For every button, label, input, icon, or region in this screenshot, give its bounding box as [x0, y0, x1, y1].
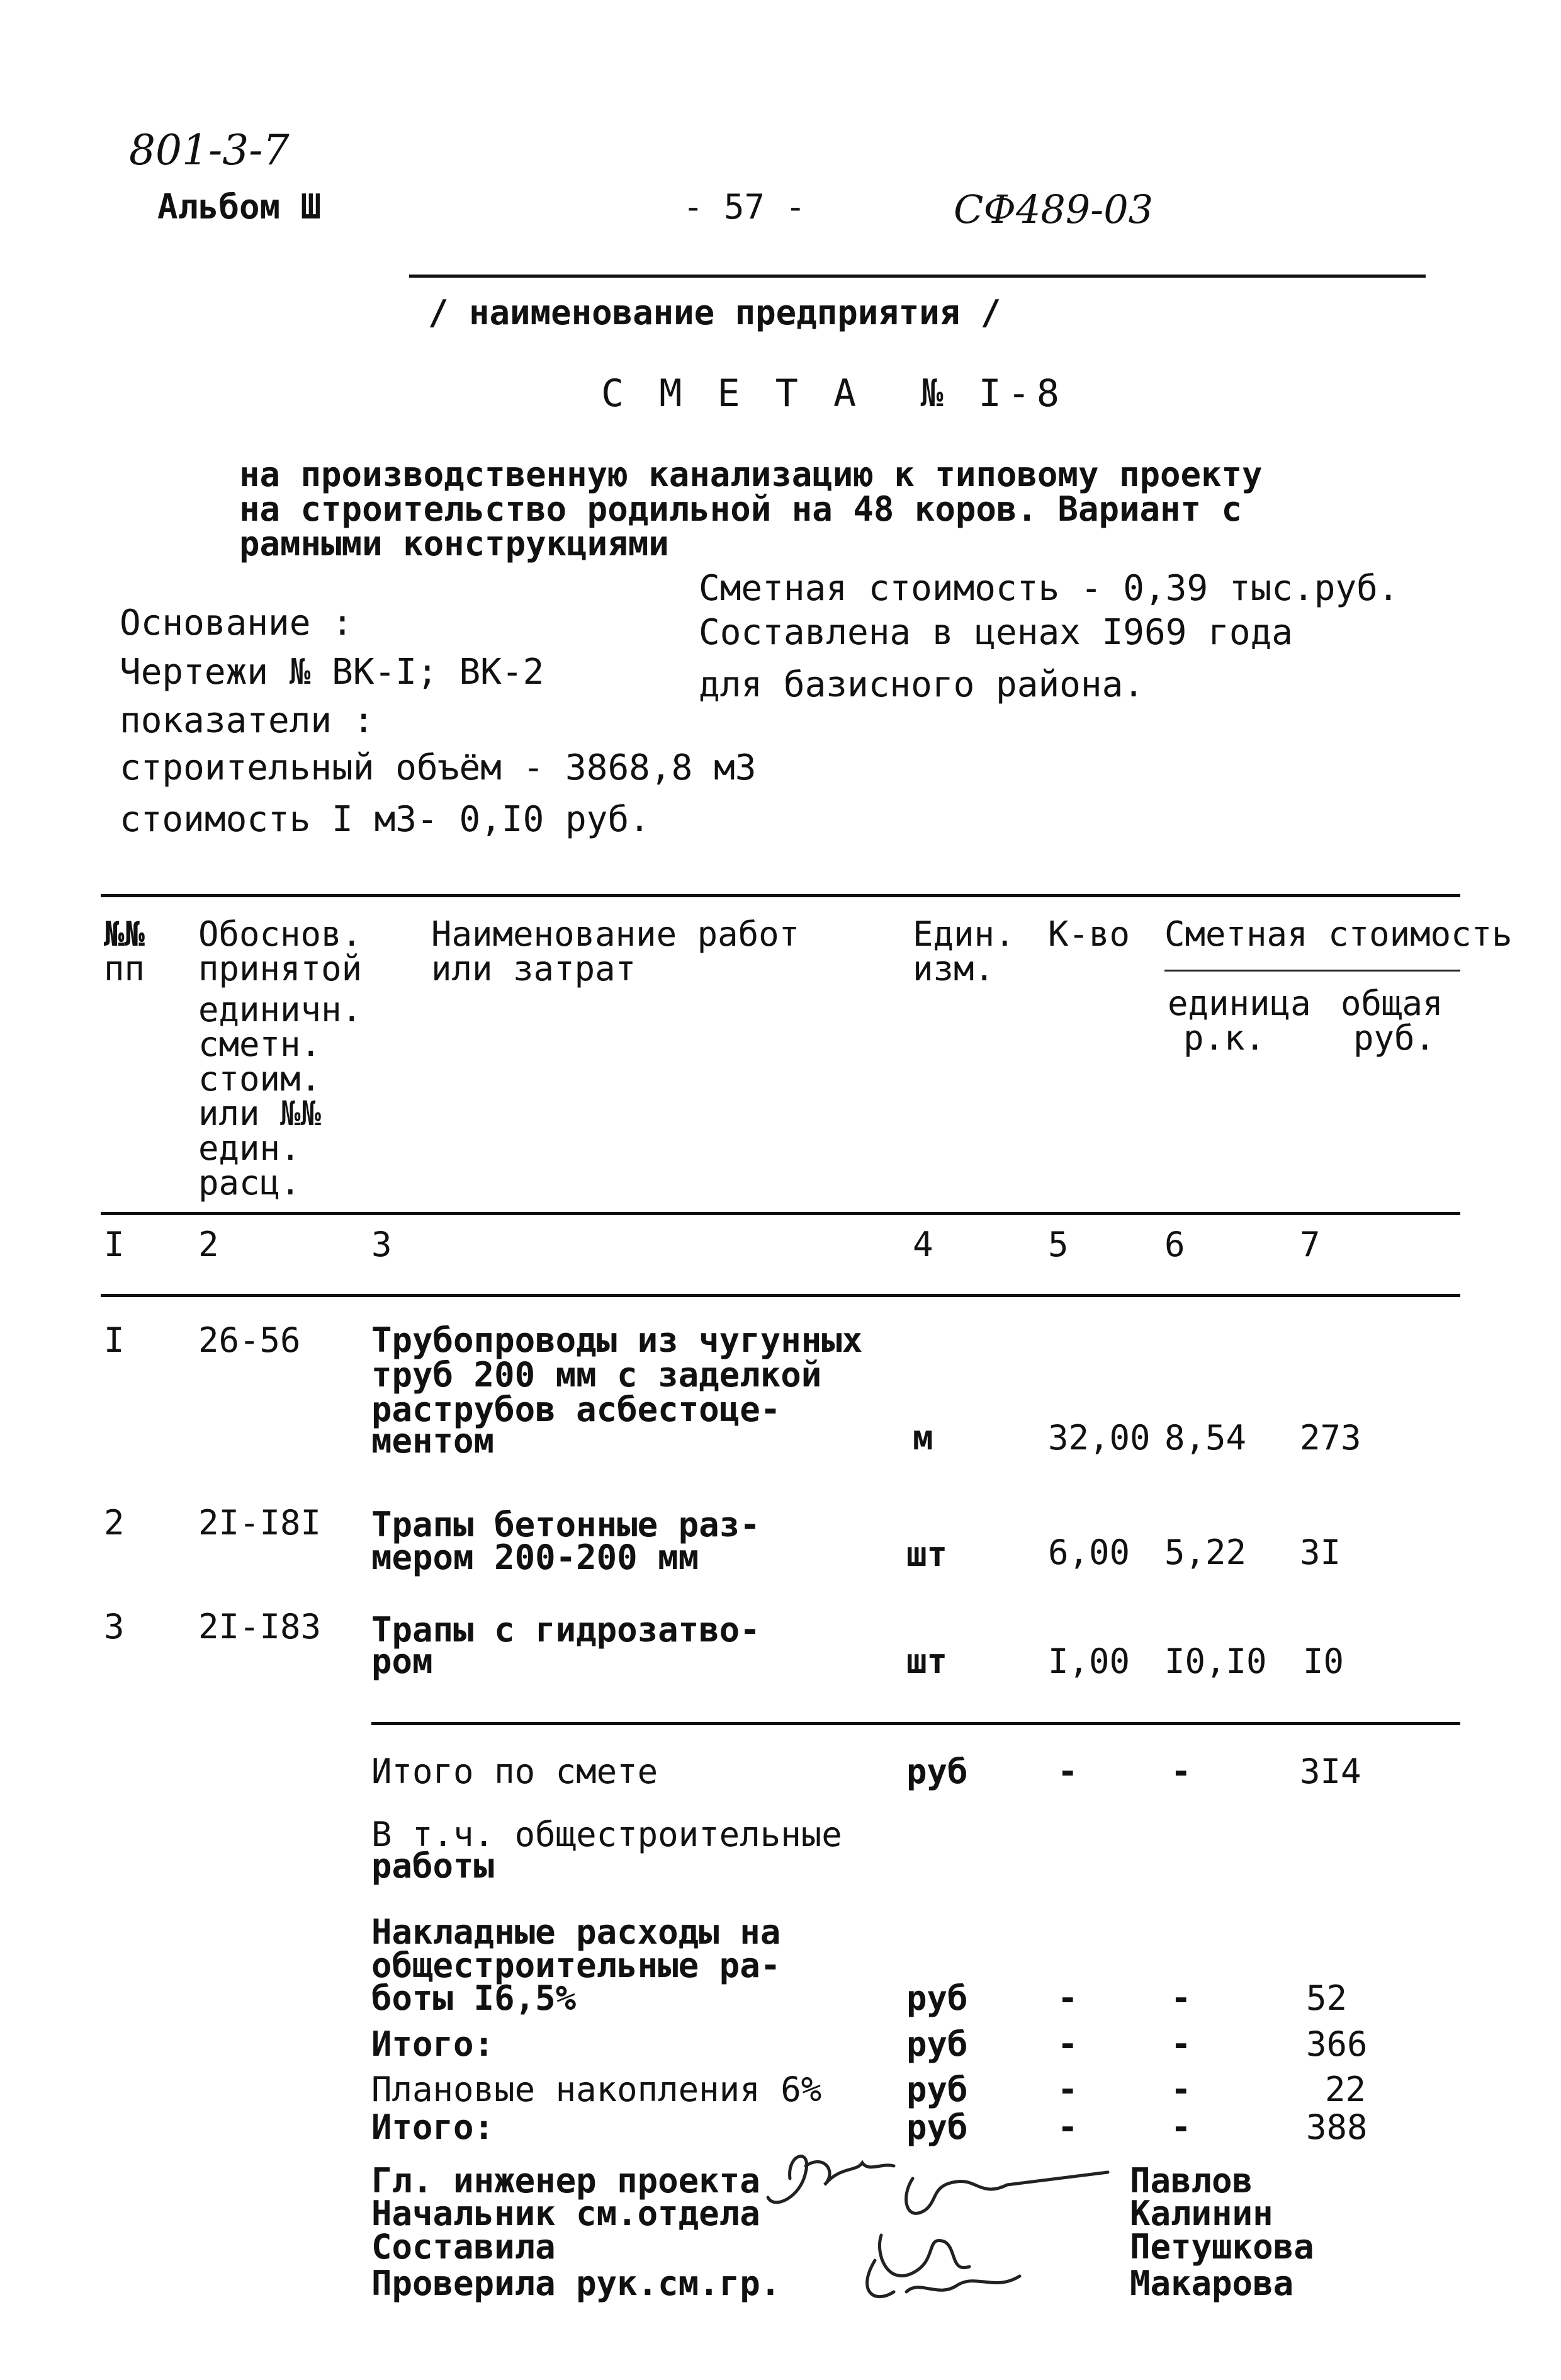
overhead-name-line: общестроительные ра- [371, 1946, 781, 1985]
row-unit: шт [906, 1641, 948, 1681]
planned-name: Плановые накопления 6% [371, 2070, 822, 2109]
subtotal-price: - [1171, 2024, 1192, 2064]
planned-qty: - [1057, 2070, 1078, 2109]
column-number: 6 [1164, 1225, 1185, 1264]
row-total: 273 [1300, 1418, 1361, 1458]
basis-indicators: показатели : [120, 700, 375, 741]
subtitle-line: рамными конструкциями [239, 524, 669, 564]
basis-label: Основание : [120, 603, 353, 643]
row-name-line: ром [371, 1641, 433, 1681]
signature-name: Павлов [1130, 2161, 1253, 2201]
signature-role: Проверила рук.см.гр. [371, 2264, 781, 2303]
handwritten-signatures [730, 2128, 1146, 2317]
signature-role: Составила [371, 2227, 556, 2267]
row-basis: 2I-I83 [198, 1607, 322, 1646]
handwritten-stamp: СФ489-03 [954, 186, 1154, 232]
cost-estimated: Сметная стоимость - 0,39 тыс.руб. [699, 568, 1399, 609]
handwritten-code: 801-3-7 [129, 126, 290, 174]
header-name-line: или затрат [431, 949, 636, 989]
row-total: I0 [1303, 1641, 1344, 1681]
incl-general-line: В т.ч. общестроительные [371, 1815, 842, 1854]
signature-name: Петушкова [1130, 2227, 1314, 2267]
incl-general-line: работы [371, 1846, 495, 1886]
planned-price: - [1171, 2070, 1192, 2109]
page-number: - 57 - [683, 187, 806, 227]
table-top-rule [101, 894, 1460, 897]
enterprise-placeholder: / наименование предприятия / [428, 293, 1001, 332]
header-bottom-rule [101, 1212, 1460, 1215]
row-name-line: Трубопроводы из чугунных [371, 1320, 863, 1360]
column-number: 3 [371, 1225, 392, 1264]
grand-total-name: Итого: [371, 2107, 495, 2147]
header-cost-total-line: общая [1341, 983, 1443, 1023]
row-total: 3I [1300, 1533, 1341, 1572]
row-price: 8,54 [1164, 1418, 1247, 1458]
overhead-name-line: боты I6,5% [371, 1978, 577, 2018]
row-name-line: ментом [371, 1421, 495, 1461]
total-price: - [1171, 1752, 1192, 1791]
row-name-line: мером 200-200 мм [371, 1538, 699, 1577]
subtitle-line: на строительство родильной на 48 коров. Вариант с [239, 489, 1243, 529]
overhead-unit: руб [906, 1978, 968, 2018]
header-basis-line: Обоснов. [198, 914, 363, 954]
cost-prices: Составлена в ценах I969 года [699, 612, 1293, 653]
header-basis-line: или №№ [198, 1094, 322, 1133]
basis-drawings: Чертежи № ВК-I; ВК-2 [120, 652, 544, 693]
header-basis-line: сметн. [198, 1024, 322, 1064]
basis-unit-cost: стоимость I м3- 0,I0 руб. [120, 799, 650, 840]
header-unit-line: изм. [913, 949, 995, 989]
signature-role: Начальник см.отдела [371, 2194, 760, 2233]
row-basis: 26-56 [198, 1320, 301, 1360]
album-label: Альбом Ш [157, 187, 322, 227]
total-name: Итого по смете [371, 1752, 658, 1791]
grand-total-price: - [1171, 2107, 1192, 2147]
column-number: 2 [198, 1225, 219, 1264]
header-unit-line: Един. [913, 914, 1015, 954]
grand-total-unit: руб [906, 2107, 968, 2147]
row-name-line: труб 200 мм с заделкой [371, 1355, 822, 1395]
subtotal-name: Итого: [371, 2024, 495, 2064]
header-rule [409, 275, 1426, 278]
subtotal-total: 366 [1306, 2024, 1368, 2064]
overhead-total: 52 [1306, 1978, 1348, 2018]
header-basis-line: расц. [198, 1163, 301, 1203]
signature-name: Макарова [1130, 2264, 1294, 2303]
row-unit: шт [906, 1534, 948, 1574]
total-unit: руб [906, 1752, 968, 1791]
signature-role: Гл. инженер проекта [371, 2161, 760, 2201]
document-title: С М Е Т А № I-8 [601, 371, 1066, 416]
row-qty: 6,00 [1048, 1533, 1130, 1572]
column-number: 7 [1300, 1225, 1321, 1264]
basis-volume: строительный объём - 3868,8 м3 [120, 747, 757, 788]
column-number-rule [101, 1294, 1460, 1297]
row-basis: 2I-I8I [198, 1503, 322, 1543]
row-name-line: Трапы с гидрозатво- [371, 1610, 760, 1650]
header-basis-line: единичн. [198, 990, 363, 1029]
row-price: I0,I0 [1164, 1641, 1267, 1681]
column-number: I [104, 1225, 125, 1264]
subtitle-line: на производственную канализацию к типовому проекту [239, 455, 1263, 494]
row-num: 3 [104, 1607, 125, 1646]
row-price: 5,22 [1164, 1533, 1247, 1572]
row-name-line: раструбов асбестоце- [371, 1390, 781, 1429]
header-qty: К-во [1048, 914, 1130, 954]
row-unit: м [913, 1418, 933, 1458]
header-cost-total-line: руб. [1353, 1018, 1436, 1058]
overhead-qty: - [1057, 1978, 1078, 2018]
row-qty: I,00 [1048, 1641, 1130, 1681]
header-cost-unit-line: р.к. [1183, 1018, 1266, 1058]
grand-total-qty: - [1057, 2107, 1078, 2147]
totals-rule [371, 1722, 1460, 1725]
row-num: 2 [104, 1503, 125, 1543]
subtotal-qty: - [1057, 2024, 1078, 2064]
header-name-line: Наименование работ [431, 914, 800, 954]
total-value: 3I4 [1300, 1752, 1361, 1791]
cost-region: для базисного района. [699, 664, 1145, 705]
column-number: 5 [1048, 1225, 1069, 1264]
overhead-name-line: Накладные расходы на [371, 1912, 781, 1952]
header-num-line: №№ [104, 914, 145, 954]
signature-name: Калинин [1130, 2194, 1273, 2233]
planned-unit: руб [906, 2070, 968, 2109]
header-cost-rule [1164, 970, 1460, 972]
header-num-line: пп [104, 949, 145, 989]
column-number: 4 [913, 1225, 933, 1264]
planned-total: 22 [1325, 2070, 1367, 2109]
header-basis-line: стоим. [198, 1059, 322, 1099]
total-qty: - [1057, 1752, 1078, 1791]
header-basis-line: един. [198, 1128, 301, 1168]
header-cost: Сметная стоимость [1164, 914, 1513, 954]
subtotal-unit: руб [906, 2024, 968, 2064]
header-cost-unit-line: единица [1168, 983, 1311, 1023]
overhead-price: - [1171, 1978, 1192, 2018]
grand-total-value: 388 [1306, 2107, 1368, 2147]
header-basis-line: принятой [198, 949, 363, 989]
row-qty: 32,00 [1048, 1418, 1151, 1458]
row-num: I [104, 1320, 125, 1360]
row-name-line: Трапы бетонные раз- [371, 1505, 760, 1544]
